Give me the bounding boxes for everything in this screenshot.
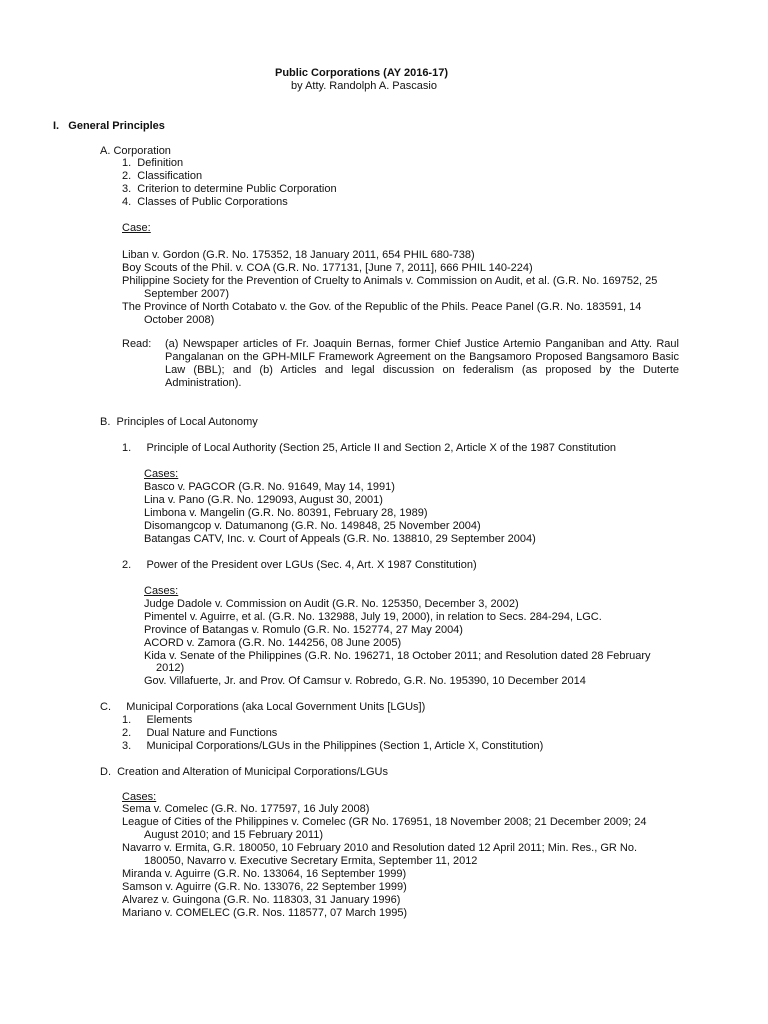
case-citation-cont: 180050, Navarro v. Executive Secretary Ermita, September 11, 2012 (144, 855, 478, 867)
list-item: 2. Dual Nature and Functions (122, 727, 278, 739)
case-citation: Limbona v. Mangelin (G.R. No. 80391, February 28, 1989) (144, 507, 428, 519)
subsection-b-heading: B. Principles of Local Autonomy (100, 416, 258, 428)
subsection-b2-heading: 2. Power of the President over LGUs (Sec. 4, Art. X 1987 Constitution) (122, 559, 477, 571)
case-citation: Miranda v. Aguirre (G.R. No. 133064, 16 September 1999) (122, 868, 407, 880)
case-citation: Mariano v. COMELEC (G.R. Nos. 118577, 07 March 1995) (122, 907, 408, 919)
case-citation: Batangas CATV, Inc. v. Court of Appeals (G.R. No. 138810, 29 September 2004) (144, 533, 536, 545)
case-citation: The Province of North Cotabato v. the Gov. of the Republic of the Phils. Peace Panel (G.R. No. 183591, 14 (122, 301, 642, 313)
case-citation: Samson v. Aguirre (G.R. No. 133076, 22 September 1999) (122, 881, 407, 893)
list-item: 4. Classes of Public Corporations (122, 196, 288, 208)
case-citation: ACORD v. Zamora (G.R. No. 144256, 08 June 2005) (144, 637, 402, 649)
case-citation: League of Cities of the Philippines v. Comelec (GR No. 176951, 18 November 2008; 21 December 2009; 24 (122, 816, 647, 828)
case-citation: Gov. Villafuerte, Jr. and Prov. Of Camsur v. Robredo, G.R. No. 195390, 10 December 2014 (144, 675, 586, 687)
document-author: by Atty. Randolph A. Pascasio (291, 80, 437, 92)
subsection-d-heading: D. Creation and Alteration of Municipal Corporations/LGUs (100, 766, 388, 778)
subsection-a-heading: A. Corporation (100, 145, 171, 157)
document-title: Public Corporations (AY 2016-17) (275, 67, 448, 79)
case-citation: Alvarez v. Guingona (G.R. No. 118303, 31 January 1996) (122, 894, 401, 906)
case-citation: Pimentel v. Aguirre, et al. (G.R. No. 132988, July 19, 2000), in relation to Secs. 284-294, LGC. (144, 611, 602, 623)
case-citation: Lina v. Pano (G.R. No. 129093, August 30, 2001) (144, 494, 383, 506)
case-citation: Sema v. Comelec (G.R. No. 177597, 16 July 2008) (122, 803, 370, 815)
case-citation: Navarro v. Ermita, G.R. 180050, 10 February 2010 and Resolution dated 12 April 2011; Min. Res., GR No. (122, 842, 638, 854)
list-item: 1. Definition (122, 157, 184, 169)
subsection-c-heading: C. Municipal Corporations (aka Local Government Units [LGUs]) (100, 701, 426, 713)
case-citation: Disomangcop v. Datumanong (G.R. No. 149848, 25 November 2004) (144, 520, 481, 532)
case-citation: Liban v. Gordon (G.R. No. 175352, 18 January 2011, 654 PHIL 680-738) (122, 249, 475, 261)
list-item: 2. Classification (122, 170, 203, 182)
case-citation-cont: 2012) (156, 662, 185, 674)
case-citation-cont: August 2010; and 15 February 2011) (144, 829, 323, 841)
case-citation: Boy Scouts of the Phil. v. COA (G.R. No. 177131, [June 7, 2011], 666 PHIL 140-224) (122, 262, 533, 274)
list-item: 1. Elements (122, 714, 193, 726)
case-label: Case: (122, 222, 151, 234)
case-label: Cases: (122, 791, 157, 803)
case-citation: Judge Dadole v. Commission on Audit (G.R. No. 125350, December 3, 2002) (144, 598, 519, 610)
case-citation-cont: September 2007) (144, 288, 229, 300)
case-label: Cases: (144, 468, 179, 480)
section-heading: I. General Principles (53, 120, 165, 132)
case-citation: Philippine Society for the Prevention of Cruelty to Animals v. Commission on Audit, et al. (G.R. No. 169752, 25 (122, 275, 658, 287)
read-text: (a) Newspaper articles of Fr. Joaquin Bernas, former Chief Justice Artemio Panganiban and Atty. Raul Pangalanan on the GPH-MILF Framework Agreement on the Bangsamoro Proposed Bangsamoro Basic Law (BBL); and (b) Articles and legal discussion on federalism (as proposed by the Duterte Administration). (165, 338, 679, 389)
case-citation: Basco v. PAGCOR (G.R. No. 91649, May 14, 1991) (144, 481, 395, 493)
case-citation-cont: October 2008) (144, 314, 215, 326)
read-label: Read: (122, 338, 152, 350)
list-item: 3. Criterion to determine Public Corporation (122, 183, 337, 195)
case-label: Cases: (144, 585, 179, 597)
subsection-b1-heading: 1. Principle of Local Authority (Section 25, Article II and Section 2, Article X of the 1987 Constitution (122, 442, 617, 454)
case-citation: Kida v. Senate of the Philippines (G.R. No. 196271, 18 October 2011; and Resolution dated 28 February (144, 650, 651, 662)
case-citation: Province of Batangas v. Romulo (G.R. No. 152774, 27 May 2004) (144, 624, 463, 636)
list-item: 3. Municipal Corporations/LGUs in the Philippines (Section 1, Article X, Constitution) (122, 740, 544, 752)
